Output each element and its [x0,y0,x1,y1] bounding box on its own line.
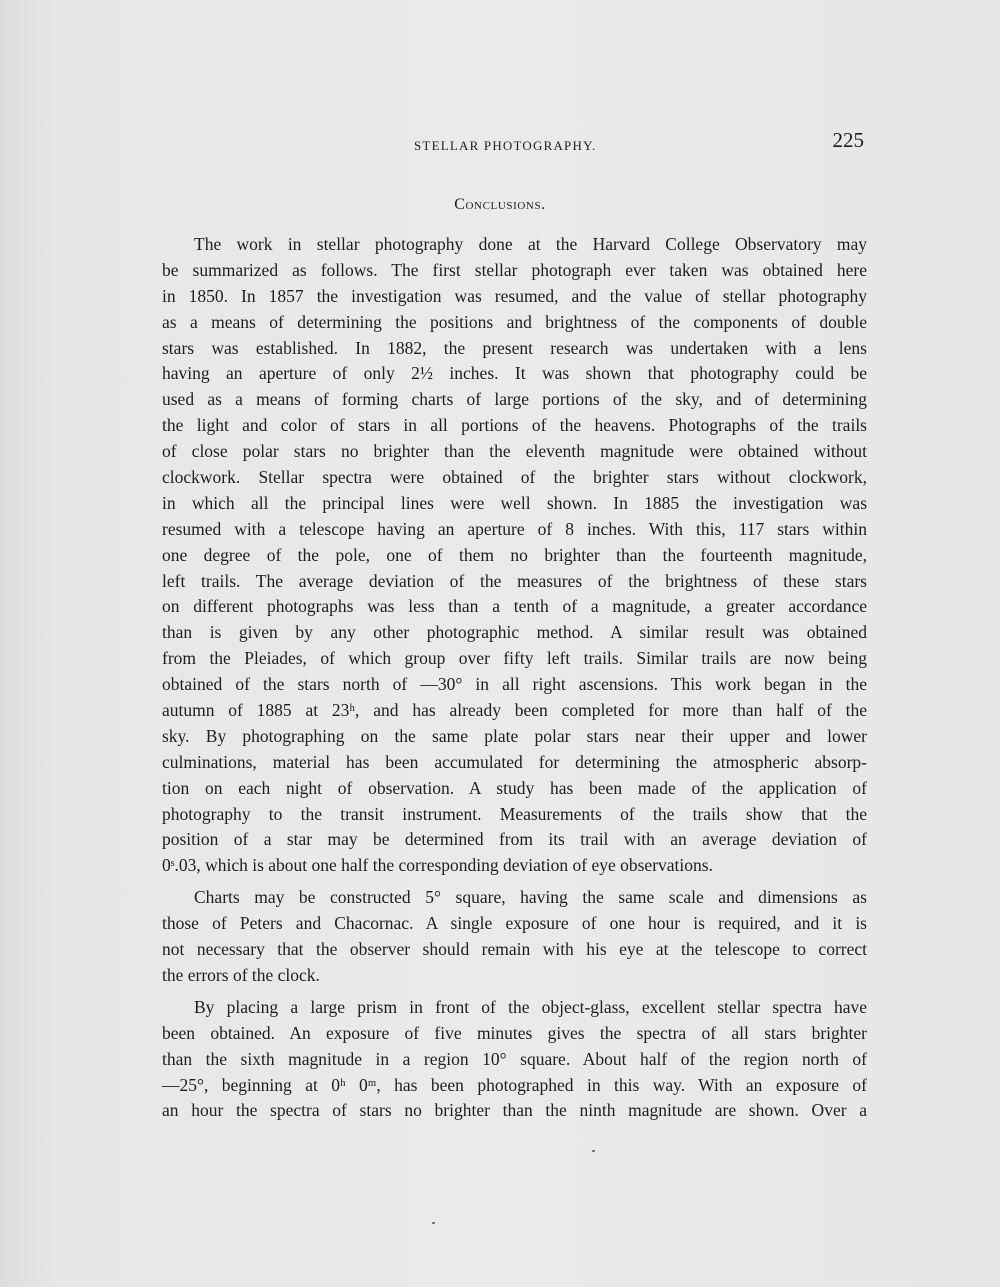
paragraph-2 [162,885,867,989]
text-line: not necessary that the observer should remain with his eye at the telescope to correct [162,939,867,960]
text-line: culminations, material has been accumulated for determining the atmospheric absorp- [162,751,867,772]
text-line: resumed with a telescope having an aperture of 8 inches. With this, 117 stars within [162,518,867,539]
text-line: autumn of 1885 at 23ʰ, and has already been completed for more than half of the [162,700,867,721]
text-line: sky. By photographing on the same plate polar stars near their upper and lower [162,725,867,746]
text-line: —25°, beginning at 0ʰ 0ᵐ, has been photographed in this way. With an exposure of [162,1074,867,1095]
text-line: the light and color of stars in all portions of the heavens. Photographs of the trails [162,415,867,436]
text-line: as a means of determining the positions and brightness of the components of double [162,311,867,332]
text-line: an hour the spectra of stars no brighter than the ninth magnitude are shown. Over a [162,1100,867,1121]
text-line: one degree of the pole, one of them no brighter than the fourteenth magnitude, [162,544,867,565]
text-line: having an aperture of only 2½ inches. It was shown that photography could be [162,363,867,384]
print-speck [432,1222,435,1224]
page-number: 225 [832,128,864,152]
text-line: left trails. The average deviation of the measures of the brightness of these stars [162,570,867,591]
running-title: STELLAR PHOTOGRAPHY. [414,138,597,153]
text-line: used as a means of forming charts of large portions of the sky, and of determining [162,389,867,410]
print-speck [592,1150,595,1152]
text-line: By placing a large prism in front of the object-glass, excellent stellar spectra have [194,996,867,1017]
text-line: of close polar stars no brighter than the eleventh magnitude were obtained without [162,441,867,462]
text-line: stars was established. In 1882, the present research was undertaken with a lens [162,337,867,358]
section-heading: Conclusions. [454,196,546,213]
text-line: the errors of the clock. [162,964,320,985]
text-line: than is given by any other photographic method. A similar result was obtained [162,622,867,643]
text-line: photography to the transit instrument. Measurements of the trails show that the [162,803,867,824]
text-line: in which all the principal lines were well shown. In 1885 the investigation was [162,492,867,513]
text-line: those of Peters and Chacornac. A single exposure of one hour is required, and it is [162,913,867,934]
text-line: be summarized as follows. The first stellar photograph ever taken was obtained here [162,259,867,280]
text-line: than the sixth magnitude in a region 10° square. About half of the region north of [162,1048,867,1069]
text-line: from the Pleiades, of which group over fifty left trails. Similar trails are now being [162,648,867,669]
paragraph-1 [162,232,867,879]
text-line: The work in stellar photography done at the Harvard College Observatory may [194,234,867,254]
text-line: 0ˢ.03, which is about one half the corresponding deviation of eye observations. [162,855,713,876]
text-line: Charts may be constructed 5° square, having the same scale and dimensions as [194,887,867,908]
text-line: been obtained. An exposure of five minutes gives the spectra of all stars brighter [162,1022,867,1043]
text-line: on different photographs was less than a tenth of a magnitude, a greater accordance [162,596,867,617]
body-text [162,232,867,1124]
running-head [162,128,870,158]
text-line: in 1850. In 1857 the investigation was resumed, and the value of stellar photography [162,285,867,306]
text-line: clockwork. Stellar spectra were obtained of the brighter stars without clockwork, [162,467,867,488]
paragraph-3 [162,995,867,1124]
text-line: position of a star may be determined from its trail with an average deviation of [162,829,867,850]
text-line: tion on each night of observation. A study has been made of the application of [162,777,867,798]
text-line: obtained of the stars north of —30° in all right ascensions. This work began in the [162,674,867,695]
